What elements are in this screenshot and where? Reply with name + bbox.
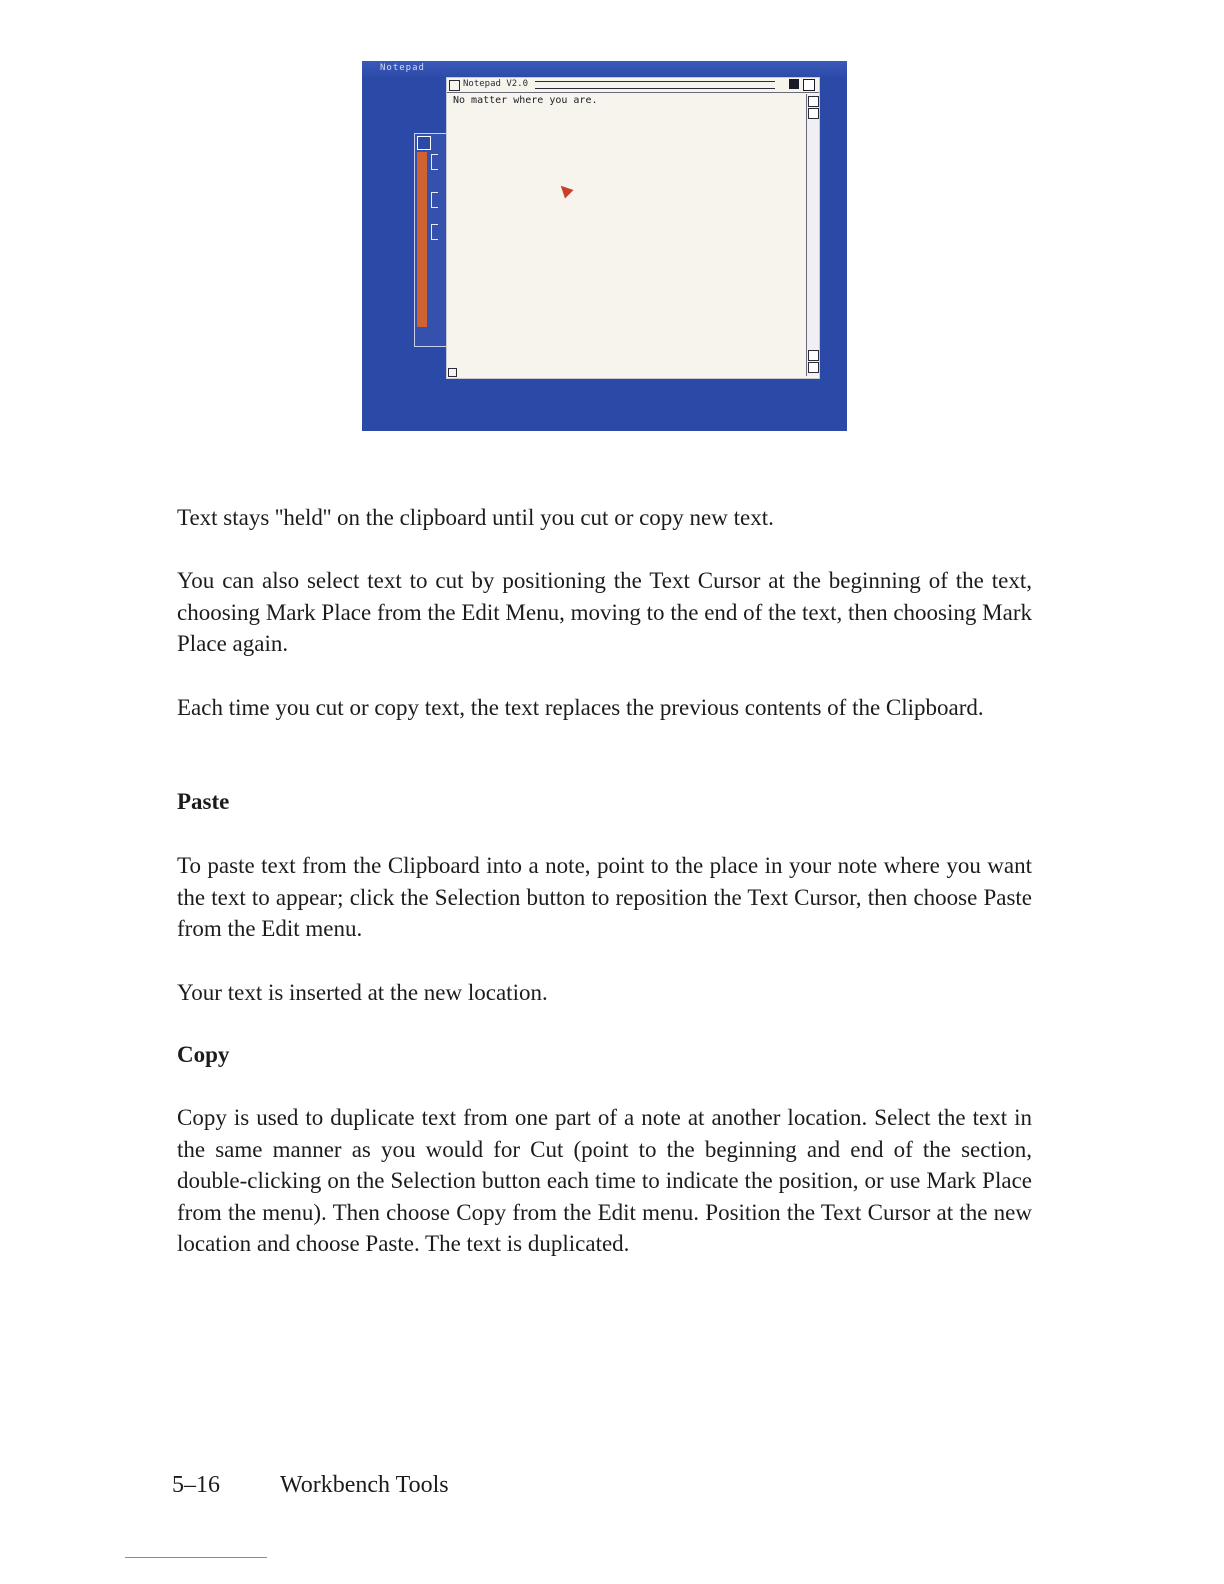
orange-scroll-bar: [417, 152, 427, 327]
bracket-icon: [431, 224, 438, 240]
title-drag-bar: [535, 81, 775, 89]
footer-section-title: Workbench Tools: [280, 1472, 449, 1498]
pointer-arrow-icon: [557, 182, 574, 199]
notepad-title: Notepad V2.0: [463, 79, 529, 89]
corner-gadget-icon: [448, 368, 457, 377]
depth-front-icon: [803, 79, 815, 91]
paragraph-copy-instructions: Copy is used to duplicate text from one part of a note at another location. Select the text in the same manner as you would for Cut (point to the beginning and end of the section, double-clicking on the Selection button each time to indicate the position, or use Mark Place from the menu). Then choose Copy from the Edit menu. Position the Text Cursor at the new location and choose Paste. The text is duplicated.: [177, 1105, 1032, 1256]
heading-paste: Paste: [177, 789, 230, 814]
workbench-title-bar: [362, 61, 847, 77]
scroll-up-arrow-icon: [808, 96, 819, 107]
window-gadget-icon: [417, 136, 431, 150]
scroll-down-arrow-icon: [808, 108, 819, 119]
bracket-icon: [431, 192, 438, 208]
workbench-title: Notepad: [380, 63, 425, 73]
paragraph-replaces-contents: Each time you cut or copy text, the text replaces the previous contents of the Clipboard.: [177, 695, 984, 720]
depth-back-icon: [789, 79, 799, 89]
footer-rule: [125, 1557, 267, 1558]
close-gadget-icon: [449, 80, 460, 91]
notepad-window: [446, 77, 820, 379]
paragraph-paste-instructions: To paste text from the Clipboard into a note, point to the place in your note where you want the text to appear; click the Selection button to reposition the Text Cursor, then choose Paste from the Edit menu.: [177, 853, 1032, 941]
notepad-screenshot: [362, 61, 847, 431]
bracket-icon: [431, 154, 438, 170]
scroll-down-arrow-icon: [808, 350, 819, 361]
notepad-text: No matter where you are.: [453, 95, 598, 106]
paragraph-inserted: Your text is inserted at the new location.: [177, 980, 548, 1005]
paragraph-clipboard-held: Text stays ''held'' on the clipboard until you cut or copy new text.: [177, 505, 774, 530]
page-number: 5–16: [172, 1472, 220, 1498]
heading-copy: Copy: [177, 1042, 230, 1067]
paragraph-mark-place: You can also select text to cut by positioning the Text Cursor at the beginning of the text, choosing Mark Place from the Edit Menu, moving to the end of the text, then choosing Mark Place again.: [177, 568, 1032, 656]
sizing-gadget-icon: [808, 362, 819, 373]
notepad-scrollbar: [806, 94, 819, 376]
notepad-title-bar: [447, 78, 819, 93]
